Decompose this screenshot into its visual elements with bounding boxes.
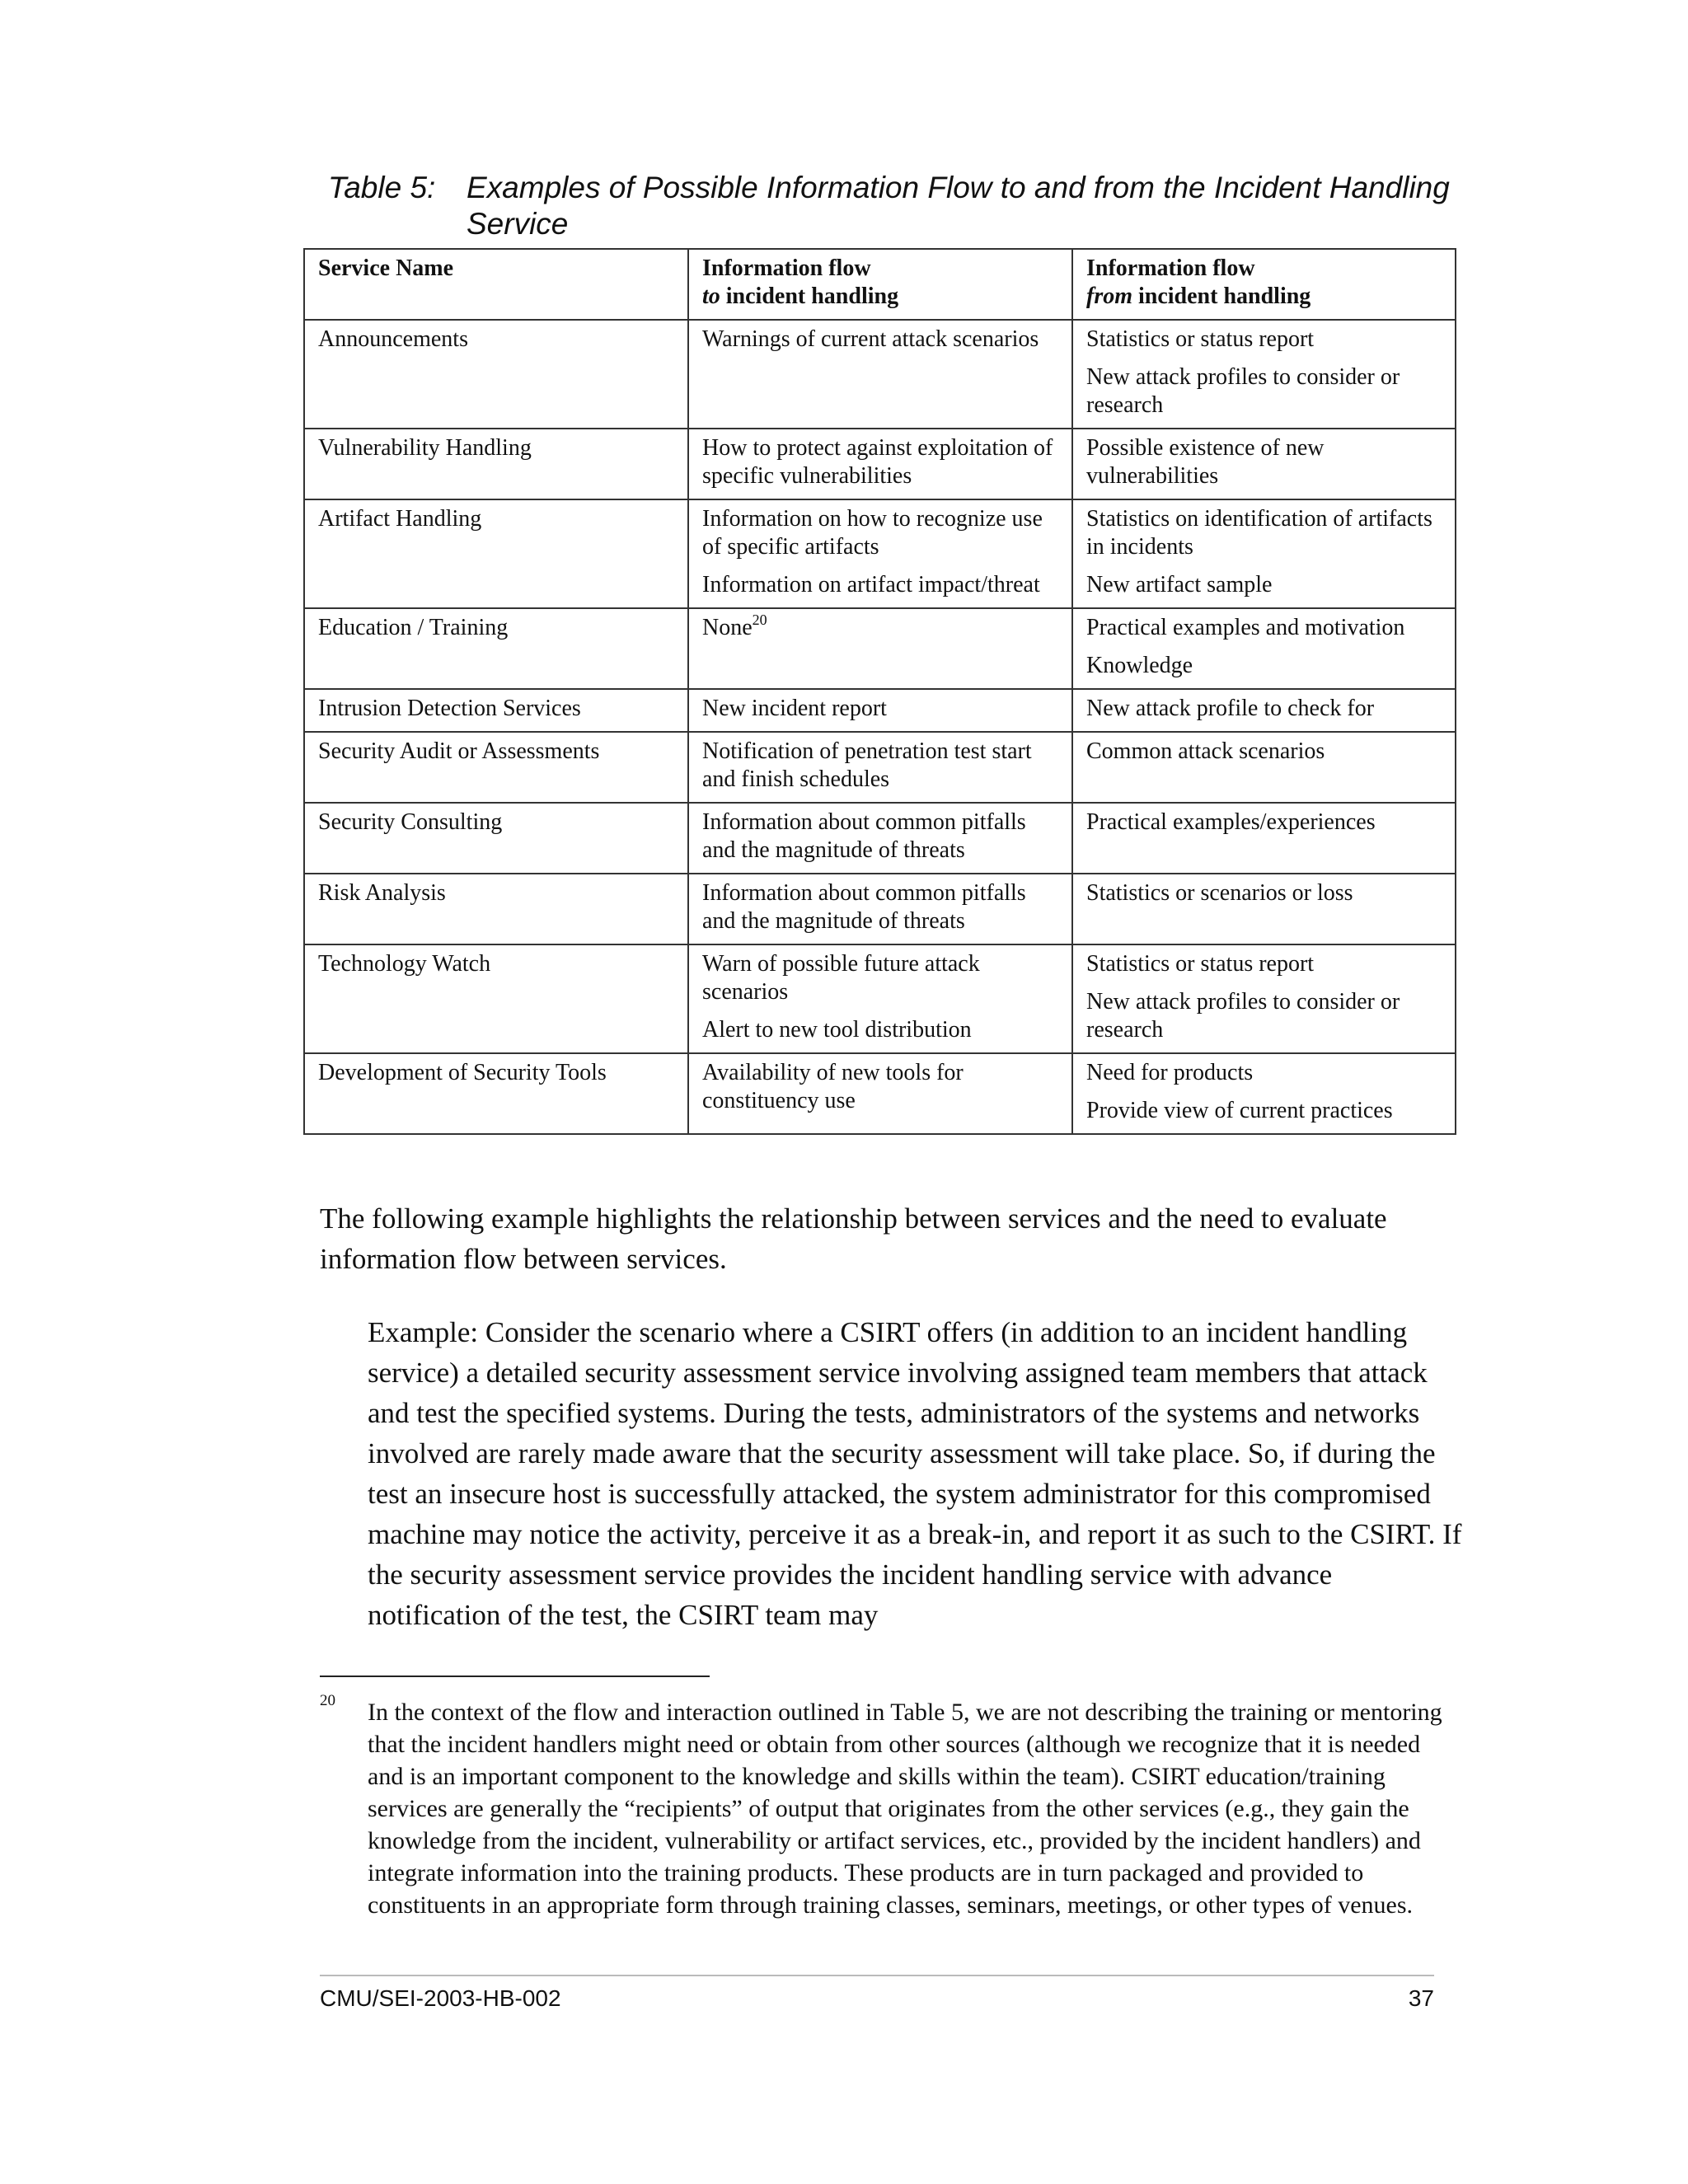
- table-caption-number: Table 5:: [328, 171, 436, 204]
- cell-flow-from: [1072, 689, 1456, 732]
- flow-from-item: New artifact sample: [1086, 572, 1273, 598]
- footer-divider: [320, 1975, 1434, 1976]
- footnote-number: 20: [320, 1692, 335, 1709]
- cell-flow-to: [688, 803, 1072, 874]
- footnote-reference: 20: [752, 612, 767, 628]
- table-row: [304, 1053, 1456, 1134]
- cell-flow-to: [688, 944, 1072, 1053]
- information-flow-table: [303, 248, 1456, 1135]
- flow-to-item: Information about common pitfalls and the magnitude of threats: [702, 809, 1026, 863]
- flow-to-item: Warn of possible future attack scenarios: [702, 951, 980, 1005]
- footer-page-number: 37: [1408, 1985, 1434, 2011]
- cell-service-name: Development of Security Tools: [304, 1053, 688, 1134]
- cell-service-name: Intrusion Detection Services: [304, 689, 688, 732]
- table-caption-title: Examples of Possible Information Flow to and from the Incident Handling Service: [467, 171, 1450, 241]
- flow-from-item: Provide view of current practices: [1086, 1098, 1393, 1123]
- cell-flow-to: [688, 874, 1072, 944]
- cell-flow-from: [1072, 944, 1456, 1053]
- cell-service-name: Risk Analysis: [304, 874, 688, 944]
- table-row: [304, 803, 1456, 874]
- cell-flow-from: [1072, 732, 1456, 803]
- flow-from-item: Need for products: [1086, 1060, 1254, 1085]
- cell-flow-from: [1072, 874, 1456, 944]
- footer-document-id: CMU/SEI-2003-HB-002: [320, 1985, 561, 2011]
- cell-flow-from: [1072, 803, 1456, 874]
- flow-from-item: Practical examples/experiences: [1086, 809, 1376, 835]
- header-flow-to: Information flow to incident handling: [688, 249, 1072, 320]
- flow-to-item: Information on artifact impact/threat: [702, 572, 1040, 598]
- table-row: [304, 944, 1456, 1053]
- flow-from-item: Possible existence of new vulnerabilities: [1086, 435, 1325, 489]
- flow-from-item: Statistics or status report: [1086, 326, 1315, 352]
- cell-flow-to: [688, 499, 1072, 608]
- header-flow-from-emphasis: from: [1086, 284, 1132, 309]
- flow-from-item: Knowledge: [1086, 653, 1193, 678]
- flow-from-item: Practical examples and motivation: [1086, 615, 1405, 640]
- table-body: [304, 320, 1456, 1134]
- table-row: [304, 429, 1456, 499]
- cell-flow-to: [688, 689, 1072, 732]
- flow-from-item: New attack profile to check for: [1086, 696, 1375, 721]
- header-flow-from: Information flow from incident handling: [1072, 249, 1456, 320]
- cell-flow-from: [1072, 320, 1456, 429]
- cell-service-name: Announcements: [304, 320, 688, 429]
- cell-flow-from: [1072, 499, 1456, 608]
- flow-from-item: Statistics on identification of artifacts in incidents: [1086, 506, 1432, 560]
- flow-from-item: Statistics or status report: [1086, 951, 1315, 977]
- cell-flow-from: [1072, 608, 1456, 689]
- cell-flow-to: [688, 429, 1072, 499]
- cell-service-name: Technology Watch: [304, 944, 688, 1053]
- cell-service-name: Vulnerability Handling: [304, 429, 688, 499]
- cell-flow-from: [1072, 429, 1456, 499]
- flow-to-item: New incident report: [702, 696, 887, 721]
- flow-to-item: None$^{20}$: [702, 612, 767, 640]
- cell-flow-to: [688, 732, 1072, 803]
- flow-to-item: Information on how to recognize use of specific artifacts: [702, 506, 1043, 560]
- table-row: [304, 874, 1456, 944]
- table-row: [304, 732, 1456, 803]
- cell-service-name: Security Audit or Assessments: [304, 732, 688, 803]
- cell-flow-to: [688, 320, 1072, 429]
- cell-service-name: Artifact Handling: [304, 499, 688, 608]
- cell-flow-to: [688, 1053, 1072, 1134]
- cell-service-name: Education / Training: [304, 608, 688, 689]
- cell-service-name: Security Consulting: [304, 803, 688, 874]
- table-row: [304, 499, 1456, 608]
- header-service-name: Service Name: [304, 249, 688, 320]
- flow-to-item: Availability of new tools for constituency use: [702, 1060, 964, 1113]
- flow-to-item: Notification of penetration test start and finish schedules: [702, 738, 1032, 792]
- example-paragraph: Example: Consider the scenario where a CSIRT offers (in addition to an incident handling service) a detailed security assessment service involving assigned team members that attack and test the specified systems. During the tests, administrators of the systems and networks involved are rarely made aware that the security assessment will take place. So, if during the test an insecure host is successfully attacked, the system administrator for this compromised machine may notice the activity, perceive it as a break-in, and report it as such to the CSIRT. If the security assessment service provides the incident handling service with advance notification of the test, the CSIRT team may: [368, 1316, 1462, 1631]
- flow-to-item: Alert to new tool distribution: [702, 1017, 972, 1043]
- flow-to-item: How to protect against exploitation of specific vulnerabilities: [702, 435, 1053, 489]
- table-row: [304, 689, 1456, 732]
- cell-flow-to: [688, 608, 1072, 689]
- header-flow-to-emphasis: to: [702, 284, 720, 309]
- flow-to-item: Warnings of current attack scenarios: [702, 326, 1039, 352]
- table-header-row: [304, 249, 1456, 320]
- footnote-separator: [320, 1675, 710, 1677]
- flow-from-item: Statistics or scenarios or loss: [1086, 880, 1353, 906]
- cell-flow-from: [1072, 1053, 1456, 1134]
- flow-to-item: Information about common pitfalls and the magnitude of threats: [702, 880, 1026, 934]
- body-paragraph: The following example highlights the relationship between services and the need to evaluate information flow between services.: [320, 1202, 1387, 1275]
- table-row: [304, 320, 1456, 429]
- footnote-text: In the context of the flow and interaction outlined in Table 5, we are not describing the training or mentoring that the incident handlers might need or obtain from other sources (although we recognize that it is needed and is an important component to the knowledge and skills within the team). CSIRT education/training services are generally the “recipients” of output that originates from the other services (e.g., they gain the knowledge from the incident, vulnerability or artifact services, etc., provided by the incident handlers) and integrate information into the training products. These products are in turn packaged and provided to constituents in an appropriate form through training classes, seminars, meetings, or other types of venues.: [368, 1699, 1442, 1919]
- flow-from-item: Common attack scenarios: [1086, 738, 1325, 764]
- flow-from-item: New attack profiles to consider or research: [1086, 364, 1400, 418]
- table-row: [304, 608, 1456, 689]
- flow-from-item: New attack profiles to consider or research: [1086, 989, 1400, 1043]
